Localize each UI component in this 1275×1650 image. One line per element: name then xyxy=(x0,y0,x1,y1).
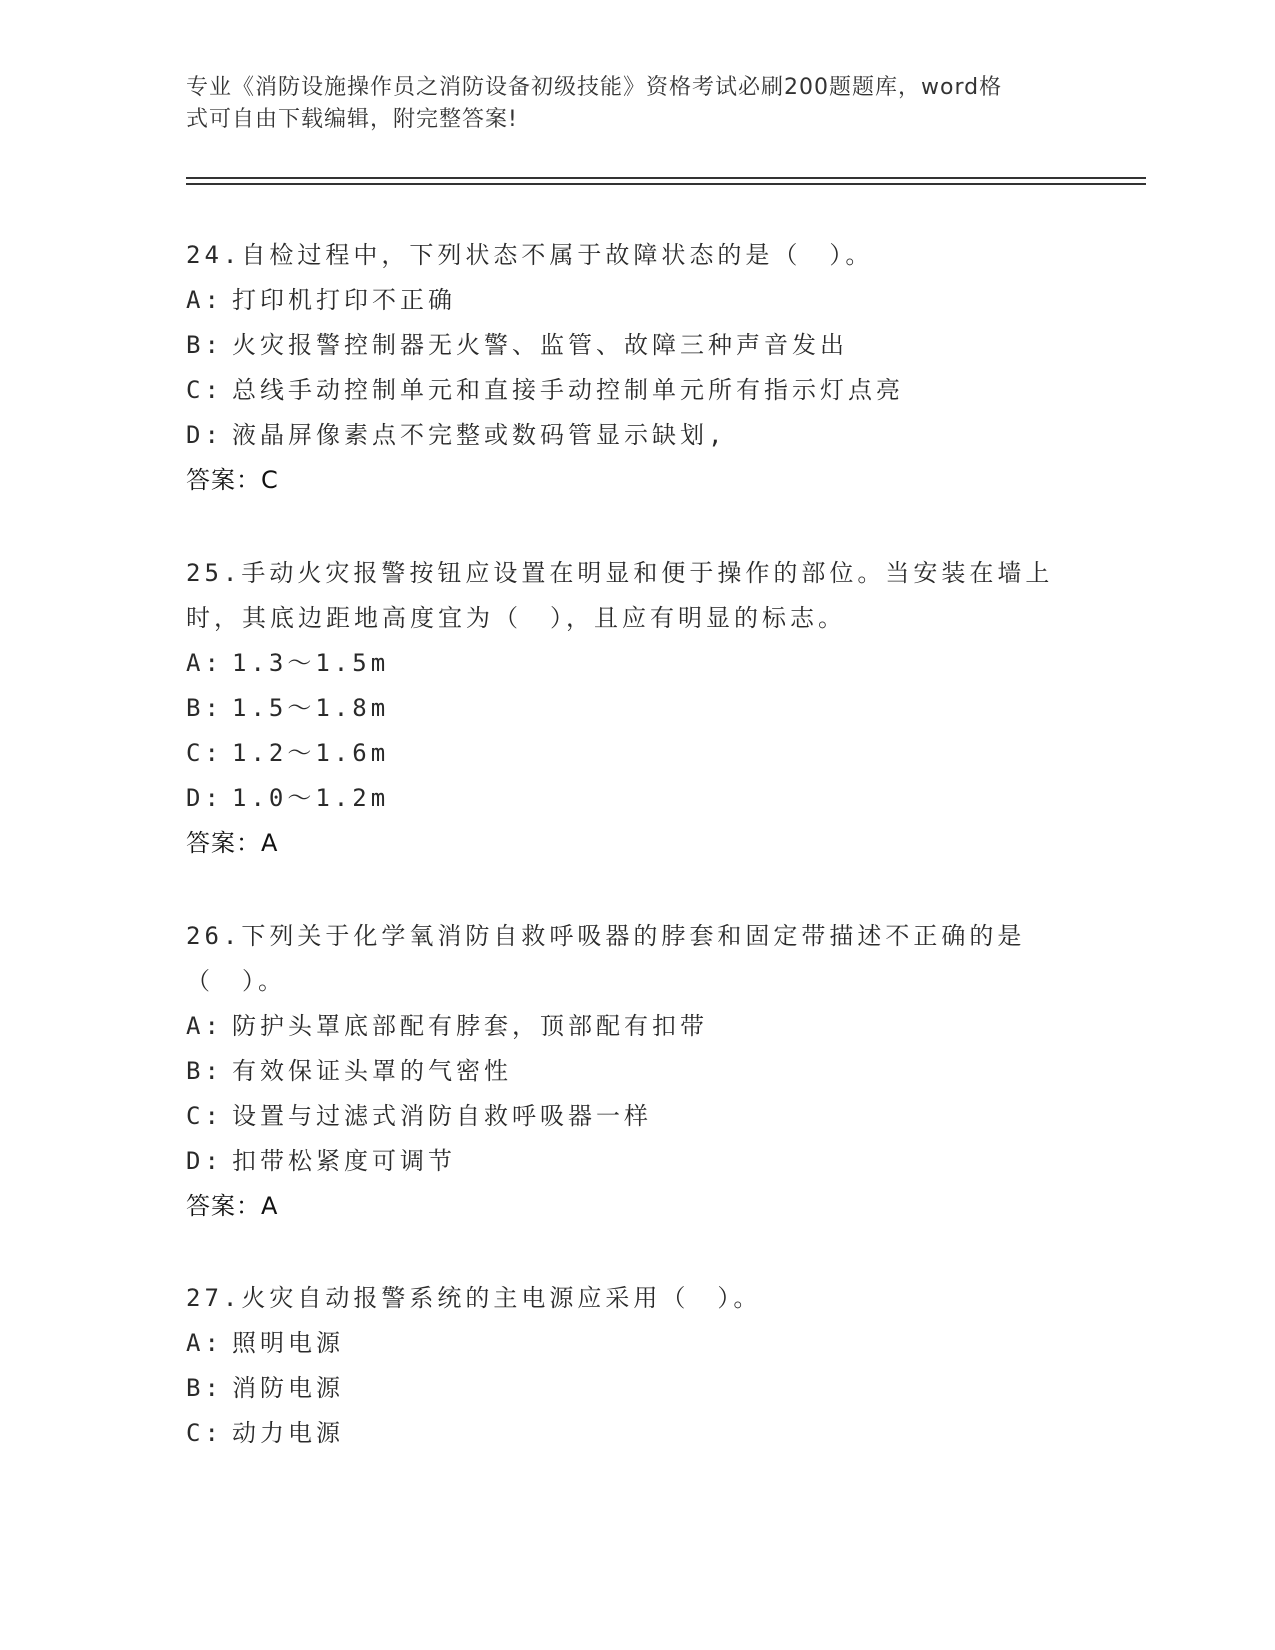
option-d xyxy=(186,413,1086,458)
option-a xyxy=(186,278,1086,323)
option-text: 扣带松紧度可调节 xyxy=(232,1147,456,1175)
question-stem: 26.下列关于化学氧消防自救呼吸器的脖套和固定带描述不正确的是（ ）。 xyxy=(186,922,1026,995)
option-d xyxy=(186,776,1086,821)
option-key: A: xyxy=(186,1012,223,1040)
option-b xyxy=(186,686,1086,731)
option-text: 1.5～1.8m xyxy=(232,694,390,722)
option-c xyxy=(186,368,1086,413)
option-key: A: xyxy=(186,286,223,314)
option-a xyxy=(186,641,1086,686)
option-text: 总线手动控制单元和直接手动控制单元所有指示灯点亮 xyxy=(232,376,904,404)
option-text: 消防电源 xyxy=(232,1374,344,1402)
option-text: 照明电源 xyxy=(232,1329,344,1357)
option-text: 1.2～1.6m xyxy=(232,739,390,767)
header-divider-bottom xyxy=(186,183,1146,185)
question-stem: 25.手动火灾报警按钮应设置在明显和便于操作的部位。当安装在墙上时，其底边距地高度宜为（ ），且应有明显的标志。 xyxy=(186,559,1054,632)
option-text: 打印机打印不正确 xyxy=(232,286,456,314)
option-text: 1.0～1.2m xyxy=(232,784,390,812)
answer-line: 答案：C xyxy=(186,466,279,494)
option-key: D: xyxy=(186,784,223,812)
question-24 xyxy=(186,233,1086,503)
option-d xyxy=(186,1139,1086,1184)
question-stem: 24.自检过程中，下列状态不属于故障状态的是（ ）。 xyxy=(186,241,874,269)
question-25 xyxy=(186,551,1086,866)
option-text: 设置与过滤式消防自救呼吸器一样 xyxy=(232,1102,652,1130)
option-key: B: xyxy=(186,1057,223,1085)
header-divider-top xyxy=(186,177,1146,179)
header-line-1: 专业《消防设施操作员之消防设备初级技能》资格考试必刷200题题库，word格 xyxy=(186,75,1003,100)
question-27 xyxy=(186,1276,1086,1456)
question-stem: 27.火灾自动报警系统的主电源应采用（ ）。 xyxy=(186,1284,762,1312)
option-key: D: xyxy=(186,421,223,449)
option-key: B: xyxy=(186,694,223,722)
option-text: 防护头罩底部配有脖套，顶部配有扣带 xyxy=(232,1012,708,1040)
option-key: C: xyxy=(186,739,223,767)
option-key: C: xyxy=(186,1102,223,1130)
option-b xyxy=(186,323,1086,368)
option-c xyxy=(186,1094,1086,1139)
option-text: 火灾报警控制器无火警、监管、故障三种声音发出 xyxy=(232,331,848,359)
option-c xyxy=(186,731,1086,776)
option-text: 有效保证头罩的气密性 xyxy=(232,1057,512,1085)
option-b xyxy=(186,1366,1086,1411)
option-a xyxy=(186,1004,1086,1049)
question-26 xyxy=(186,914,1086,1229)
option-key: C: xyxy=(186,376,223,404)
answer-line: 答案：A xyxy=(186,829,279,857)
answer-line: 答案：A xyxy=(186,1192,279,1220)
header-line-2: 式可自由下载编辑，附完整答案! xyxy=(186,107,518,132)
document-header xyxy=(186,72,1066,136)
option-text: 液晶屏像素点不完整或数码管显示缺划, xyxy=(232,421,727,449)
option-b xyxy=(186,1049,1086,1094)
option-text: 动力电源 xyxy=(232,1419,344,1447)
option-c xyxy=(186,1411,1086,1456)
option-key: B: xyxy=(186,331,223,359)
option-text: 1.3～1.5m xyxy=(232,649,390,677)
option-a xyxy=(186,1321,1086,1366)
option-key: C: xyxy=(186,1419,223,1447)
option-key: D: xyxy=(186,1147,223,1175)
option-key: B: xyxy=(186,1374,223,1402)
option-key: A: xyxy=(186,1329,223,1357)
option-key: A: xyxy=(186,649,223,677)
